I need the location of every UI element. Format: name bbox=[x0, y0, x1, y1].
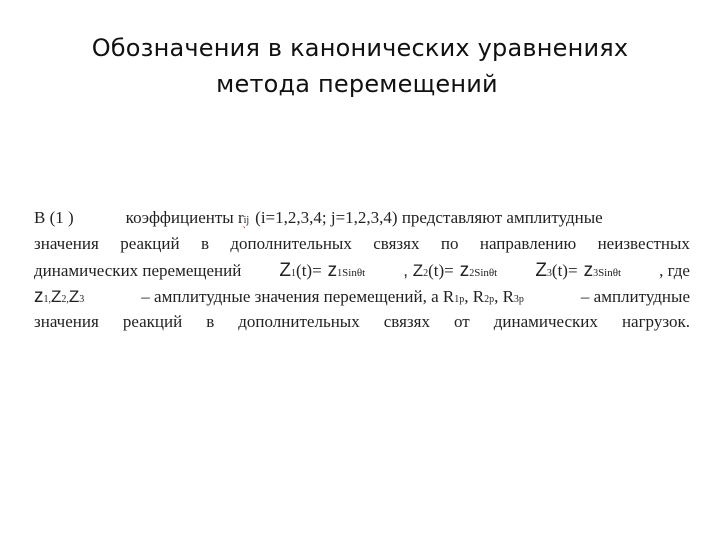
title-line-1: Обозначения в канонических уравнениях bbox=[91, 34, 629, 62]
body-text bbox=[34, 208, 690, 338]
index-ranges: (i=1,2,3,4; j=1,2,3,4) представляют амплитудные bbox=[255, 208, 603, 227]
text-line-2: значения реакций в дополнительных связях по направлению неизвестных bbox=[34, 234, 690, 253]
amplitudes-list: z 1, Z 2, Z 3 bbox=[34, 286, 85, 307]
text-line-5: значения реакций в дополнительных связях от динамических нагрузок. bbox=[34, 312, 690, 331]
slide-title bbox=[0, 30, 720, 102]
coefficients-phrase: коэффициенты r ij bbox=[125, 208, 250, 227]
text-line-3: динамических перемещений Z 1 (t)= z 1 Sinθt , Z 2 (t)= z 2 Sinθt Z 3 (t)= z 3 Sinθt , где bbox=[34, 260, 690, 281]
title-line-2: метода перемещений bbox=[216, 70, 498, 98]
equation-ref: В (1 ) bbox=[34, 208, 74, 227]
z2-expression: , Z 2 (t)= z 2 Sinθt bbox=[403, 260, 498, 281]
text-line-4: z 1, Z 2, Z 3 – амплитудные значения перемещений, а R 1p , R 2p , R 3p – амплитудные bbox=[34, 286, 690, 307]
z3-expression: Z 3 (t)= z 3 Sinθt bbox=[535, 260, 622, 281]
reactions-list: – амплитудные значения перемещений, а R 1p , R 2p , R 3p bbox=[141, 287, 524, 306]
text-line-1 bbox=[34, 208, 690, 234]
z1-expression: Z 1 (t)= z 1 Sinθt bbox=[279, 260, 366, 281]
